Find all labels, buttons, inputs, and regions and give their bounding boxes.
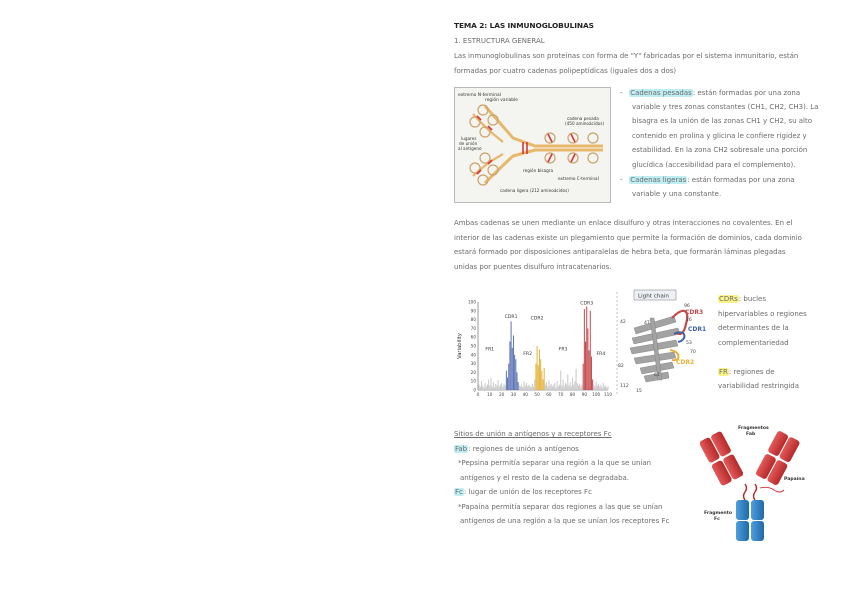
x-tick-label: 10 <box>487 392 493 397</box>
intro-line-2: formadas por cuatro cadenas polipeptídicas (iguales dos a dos) <box>454 67 677 75</box>
bar <box>512 348 513 390</box>
bar <box>526 383 527 390</box>
bar <box>580 386 581 390</box>
bar <box>602 387 603 390</box>
x-tick-label: 30 <box>510 392 517 397</box>
x-tick-label: 50 <box>534 392 540 397</box>
cdr-note-line-1: CDRs: bucles <box>719 295 767 303</box>
svg-text:53: 53 <box>686 341 692 346</box>
bar <box>596 382 597 390</box>
bar <box>480 386 481 390</box>
bar <box>544 368 545 390</box>
region-label: FR2 <box>523 351 533 357</box>
bar <box>558 386 559 390</box>
region-label: CDR3 <box>580 301 594 307</box>
bar <box>553 385 554 390</box>
bar <box>502 386 503 390</box>
x-tick-label: 80 <box>569 392 576 397</box>
y-tick-label: 60 <box>470 334 476 340</box>
bar <box>565 383 566 390</box>
bar <box>581 385 582 390</box>
bar <box>545 385 546 390</box>
bar <box>566 385 567 390</box>
bar <box>490 378 491 390</box>
intro-line-1: Las inmunoglobulinas son proteínas con forma de "Y" fabricadas por el sistema inmunitario, están <box>454 52 799 60</box>
x-tick-label: 110 <box>604 392 612 397</box>
bar <box>483 387 484 390</box>
bar <box>518 382 519 390</box>
svg-text:Fragmentos: Fragmentos <box>738 426 769 431</box>
bar <box>576 369 577 390</box>
bar <box>574 381 575 390</box>
bar <box>554 383 555 390</box>
bar <box>584 309 585 390</box>
bar <box>593 385 594 390</box>
y-tick-label: 100 <box>468 299 476 305</box>
bar <box>489 386 490 390</box>
svg-text:Fc: Fc <box>714 517 720 522</box>
bar <box>496 386 497 390</box>
region-label: FR1 <box>485 347 495 353</box>
document-page: TEMA 2: LAS INMUNOGLOBULINAS 1. ESTRUCTURA GENERAL Las inmunoglobulinas son proteínas con forma de "Y" fabricadas por el sistema inmunitario, están formadas por cuatro cadenas polipeptídicas (iguales dos a dos) extremo N-terminal región variable lugares de unión al antígeno cadena pesada (450 aminoácidos) región bisagra extremo C-terminal cadena ligera (212 aminoácidos) - Cadenas pesadas: están formadas por una zona variable y tres zonas constantes (CH1, CH2, CH3). La bisagra es la unión de las zonas CH1 y CH2, su alto contenido en prolina y glicina le confiere rigidez y estabilidad. En la zona CH2 sobresale una porción glucídica (accesibilidad para el complemento). - Cadenas ligeras: están formadas por una zona variable y una constante. Ambas cadenas se unen mediante un enlace disulfuro y otras interacciones no covalentes. En el interior de las cadenas existe un plegamiento que permite la formación de dominios, cada dominio estará formado por disposiciones antiparalelas de hebra beta, que formarán láminas plegadas unidas por puentes disulfuro intracatenarios. 0 10 20 30 40 50 60 70 80 90 100 0 10 20 30 40 50 60 70 80 90 100 110 Variability FR1 CDR1 FR2 CDR2 FR3 CDR3 FR4 Light chain 96 CDR3 26 CDR1 42 47 53 70 CDR2 82 61 112 15 CDRs: bucles hipervariables o regiones determinantes de la complementariedad FR: regiones de variabilidad restringida Sitios de unión a antígenos y a receptores Fc Fab: regiones de unión a antígenos *Pepsina permitía separar una región a la que se unían antígenos y el resto de la cadena se degradaba. Fc: lugar de unión de los receptores Fc *Papaína permitía separar dos regiones a las que se unían antígenos de una región a la que se unían los receptores Fc Fragmentos Fab Papaína Fragmento Fc <box>0 0 848 599</box>
bar <box>538 365 539 390</box>
region-label: FR3 <box>558 347 568 353</box>
bar <box>604 386 605 390</box>
bar <box>498 380 499 390</box>
svg-text:Fragmento: Fragmento <box>704 511 733 516</box>
bar <box>493 382 494 390</box>
bar <box>598 384 599 390</box>
bar <box>594 386 595 390</box>
y-tick-label: 20 <box>470 369 476 375</box>
bar <box>535 364 536 390</box>
bar <box>542 379 543 390</box>
svg-text:cadena pesada: cadena pesada <box>567 116 599 121</box>
bar <box>516 372 517 390</box>
svg-text:de unión: de unión <box>459 141 478 146</box>
svg-text:70: 70 <box>690 350 696 355</box>
bar <box>567 374 568 390</box>
bar <box>541 371 542 390</box>
heavy-chain-line-1: - Cadenas pesadas: están formadas por una zona <box>620 89 801 97</box>
bar <box>479 385 480 390</box>
bar <box>481 381 482 390</box>
svg-text:cadena ligera (212 aminoácidos: cadena ligera (212 aminoácidos) <box>500 188 569 193</box>
bar <box>509 342 510 390</box>
bar <box>539 350 540 390</box>
bar <box>521 385 522 390</box>
x-tick-label: 60 <box>546 392 552 397</box>
region-label: CDR1 <box>504 314 518 320</box>
bar <box>537 346 538 390</box>
svg-text:112: 112 <box>620 384 629 389</box>
bar <box>583 364 584 390</box>
bar <box>555 387 556 390</box>
y-tick-label: 80 <box>470 317 476 323</box>
bar <box>600 385 601 390</box>
bar <box>506 371 507 390</box>
bar <box>586 306 587 390</box>
svg-text:región bisagra: región bisagra <box>523 168 554 173</box>
bar <box>571 386 572 390</box>
bar <box>592 379 593 390</box>
svg-text:26: 26 <box>686 318 692 323</box>
bar <box>487 385 488 390</box>
sites-heading: Sitios de unión a antígenos y a receptores Fc <box>454 430 612 438</box>
y-tick-label: 50 <box>470 343 476 349</box>
bar <box>520 386 521 390</box>
light-chain-title: Light chain <box>638 293 669 300</box>
bar <box>570 382 571 390</box>
light-chain-line-1: - Cadenas ligeras: están formadas por una zona <box>620 176 795 184</box>
bar <box>551 384 552 390</box>
bar <box>606 387 607 390</box>
bar <box>587 328 588 390</box>
x-tick-label: 90 <box>581 392 588 397</box>
bar <box>524 381 525 390</box>
bar <box>495 384 496 390</box>
svg-text:extremo C-terminal: extremo C-terminal <box>558 176 599 181</box>
bar <box>522 387 523 390</box>
svg-text:(450 aminoácidos): (450 aminoácidos) <box>565 121 605 126</box>
y-tick-label: 0 <box>473 387 476 393</box>
bar <box>528 385 529 390</box>
y-tick-label: 70 <box>470 325 476 331</box>
bar <box>494 387 495 390</box>
antibody-structure-figure <box>454 87 611 203</box>
svg-text:15: 15 <box>636 389 642 394</box>
cdr3-label: CDR3 <box>685 309 704 316</box>
bar <box>519 386 520 390</box>
bar <box>557 381 558 390</box>
bar <box>486 386 487 390</box>
fc-line: Fc: lugar de unión de los receptores Fc <box>455 488 592 496</box>
svg-text:47: 47 <box>644 321 650 326</box>
n-term-label: extremo N-terminal <box>458 93 501 98</box>
light-chain-fold-figure <box>614 288 714 398</box>
bar <box>579 384 580 390</box>
bar <box>499 386 500 390</box>
bar <box>492 386 493 390</box>
bar <box>503 384 504 390</box>
bar <box>573 385 574 390</box>
cdr2-label: CDR2 <box>676 359 695 366</box>
region-label: CDR2 <box>530 316 544 322</box>
bar <box>599 386 600 390</box>
bar <box>561 386 562 390</box>
bar <box>515 359 516 390</box>
bar <box>589 350 590 390</box>
bar <box>488 379 489 390</box>
x-tick-label: 0 <box>476 392 480 397</box>
bar <box>529 386 530 390</box>
bar <box>547 386 548 390</box>
bar <box>513 335 514 390</box>
bar <box>552 386 553 390</box>
bar <box>591 357 592 390</box>
bar <box>501 383 502 390</box>
y-tick-label: 40 <box>470 352 476 358</box>
fab-fc-fragments-figure <box>700 422 810 542</box>
fab-line: Fab: regiones de unión a antígenos <box>455 445 579 453</box>
bar <box>508 364 509 390</box>
bar <box>568 386 569 390</box>
bar <box>563 379 564 390</box>
y-tick-label: 90 <box>470 308 476 314</box>
x-tick-label: 70 <box>558 392 564 397</box>
variable-region-label: región variable <box>485 98 518 103</box>
bar <box>505 386 506 390</box>
bar <box>572 378 573 390</box>
svg-text:Fab: Fab <box>746 432 756 437</box>
bar <box>607 386 608 390</box>
bar <box>585 342 586 390</box>
bar <box>559 385 560 390</box>
bar <box>564 386 565 390</box>
svg-text:42: 42 <box>620 320 626 325</box>
bar <box>603 383 604 390</box>
bar <box>578 386 579 390</box>
x-tick-label: 40 <box>522 392 528 397</box>
section-heading: 1. ESTRUCTURA GENERAL <box>454 37 545 45</box>
svg-text:al antígeno: al antígeno <box>458 146 482 151</box>
bar <box>482 386 483 390</box>
svg-text:Papaína: Papaína <box>784 477 805 482</box>
bar <box>590 311 591 390</box>
bar <box>531 387 532 390</box>
x-tick-label: 100 <box>592 392 601 397</box>
bar <box>525 386 526 390</box>
bar <box>550 386 551 390</box>
region-label: FR4 <box>596 351 606 357</box>
bar <box>577 383 578 390</box>
bar <box>546 382 547 390</box>
bar <box>605 386 606 390</box>
variability-chart <box>454 290 614 402</box>
svg-text:lugares: lugares <box>461 136 477 141</box>
y-axis-label: Variability <box>457 333 463 359</box>
y-tick-label: 30 <box>470 361 476 367</box>
x-tick-label: 20 <box>498 392 505 397</box>
bar <box>485 383 486 390</box>
bar <box>533 386 534 390</box>
bar <box>548 380 549 390</box>
bar <box>532 384 533 390</box>
cdr1-label: CDR1 <box>688 326 707 333</box>
bar <box>527 386 528 390</box>
bar <box>534 379 535 390</box>
bar <box>560 371 561 390</box>
svg-text:61: 61 <box>654 373 660 378</box>
bar <box>597 386 598 390</box>
fr-note-line-1: FR: regiones de <box>719 368 775 376</box>
svg-text:82: 82 <box>618 364 624 369</box>
y-tick-label: 10 <box>470 378 476 384</box>
bar <box>511 321 512 390</box>
svg-text:96: 96 <box>684 304 690 309</box>
page-title: TEMA 2: LAS INMUNOGLOBULINAS <box>454 21 594 30</box>
bar <box>514 355 515 390</box>
bar <box>500 385 501 390</box>
bar <box>507 378 508 390</box>
bar <box>540 359 541 390</box>
